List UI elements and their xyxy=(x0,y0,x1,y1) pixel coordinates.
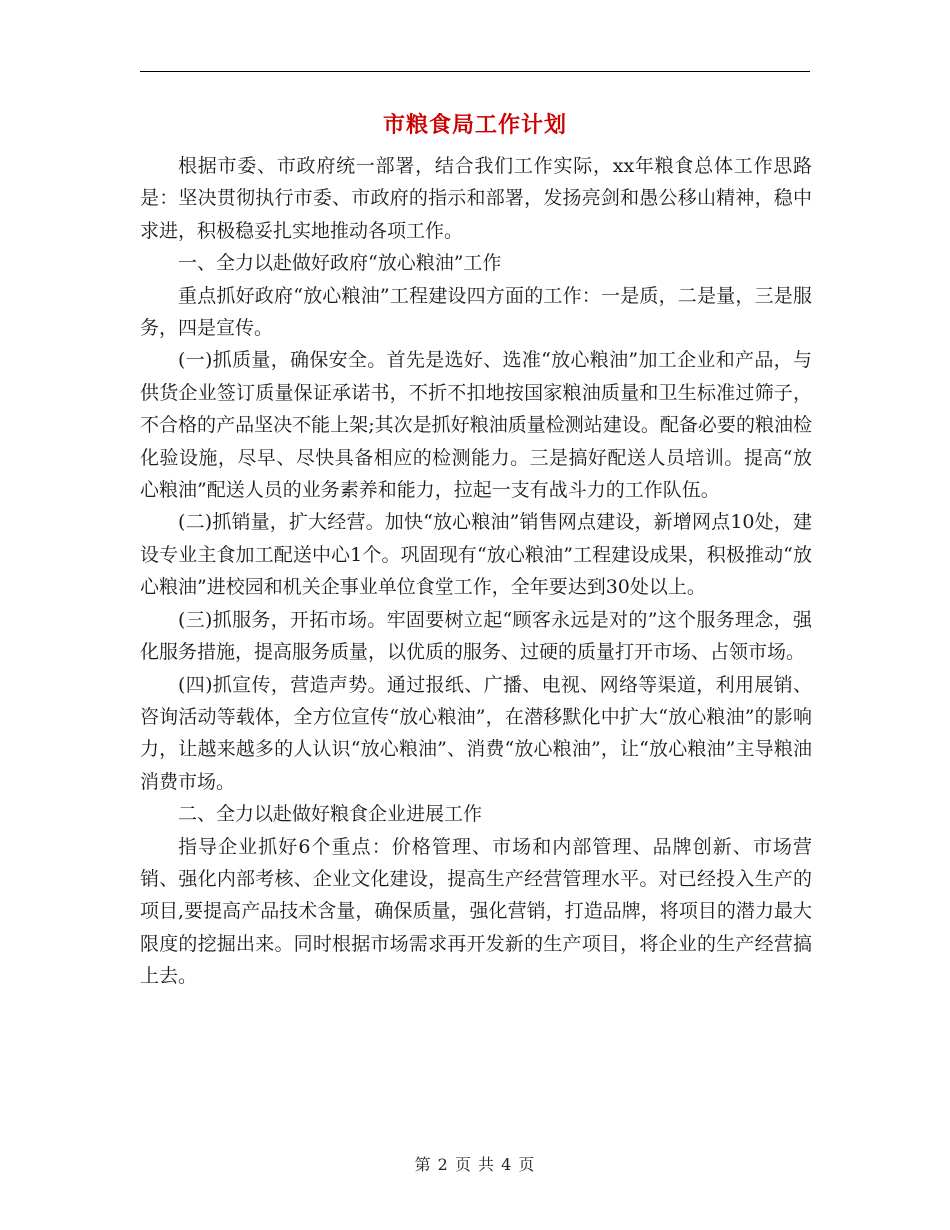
section-heading-2: 二、全力以赴做好粮食企业进展工作 xyxy=(178,803,483,826)
paragraph-sales: (二)抓销量，扩大经营。加快“放心粮油”销售网点建设，新增网点10处，建设专业主食加工配送中心1个。巩固现有“放心粮油”工程建设成果，积极推动“放心粮油”进校园和机关企事业单位食堂工作，全年要达到30处以上。 xyxy=(140,511,812,599)
paragraph-promotion: (四)抓宣传，营造声势。通过报纸、广播、电视、网络等渠道，利用展销、咨询活动等载体，全方位宣传“放心粮油”，在潜移默化中扩大“放心粮油”的影响力，让越来越多的人认识“放心粮油”、消费“放心粮油”，让“放心粮油”主导粮油消费市场。 xyxy=(140,673,812,793)
paragraph-overview: 重点抓好政府“放心粮油”工程建设四方面的工作：一是质，二是量，三是服务，四是宣传。 xyxy=(140,284,812,340)
paragraph-quality: (一)抓质量，确保安全。首先是选好、选准“放心粮油”加工企业和产品，与供货企业签订质量保证承诺书，不折不扣地按国家粮油质量和卫生标准过筛子，不合格的产品坚决不能上架;其次是抓好粮油质量检测站建设。配备必要的粮油检化验设施，尽早、尽快具备相应的检测能力。三是搞好配送人员培训。提高“放心粮油”配送人员的业务素养和能力，拉起一支有战斗力的工作队伍。 xyxy=(140,349,812,502)
page-number-footer: 第 2 页 共 4 页 xyxy=(414,1155,536,1174)
paragraph-intro: 根据市委、市政府统一部署，结合我们工作实际，xx年粮食总体工作思路是：坚决贯彻执行市委、市政府的指示和部署，发扬亮剑和愚公移山精神，稳中求进，积极稳妥扎实地推动各项工作。 xyxy=(140,155,812,242)
paragraph-service: (三)抓服务，开拓市场。牢固要树立起“顾客永远是对的”这个服务理念，强化服务措施，提高服务质量，以优质的服务、过硬的质量打开市场、占领市场。 xyxy=(140,608,812,664)
paragraph-enterprise: 指导企业抓好6个重点：价格管理、市场和内部管理、品牌创新、市场营销、强化内部考核、企业文化建设，提高生产经营管理水平。对已经投入生产的项目,要提高产品技术含量，确保质量，强化营销，打造品牌，将项目的潜力最大限度的挖掘出来。同时根据市场需求再开发新的生产项目，将企业的生产经营搞上去。 xyxy=(140,835,812,988)
section-heading-1: 一、全力以赴做好政府“放心粮油”工作 xyxy=(178,252,502,275)
document-body xyxy=(140,150,812,993)
header-rule xyxy=(140,71,810,72)
page-title: 市粮食局工作计划 xyxy=(382,112,567,138)
